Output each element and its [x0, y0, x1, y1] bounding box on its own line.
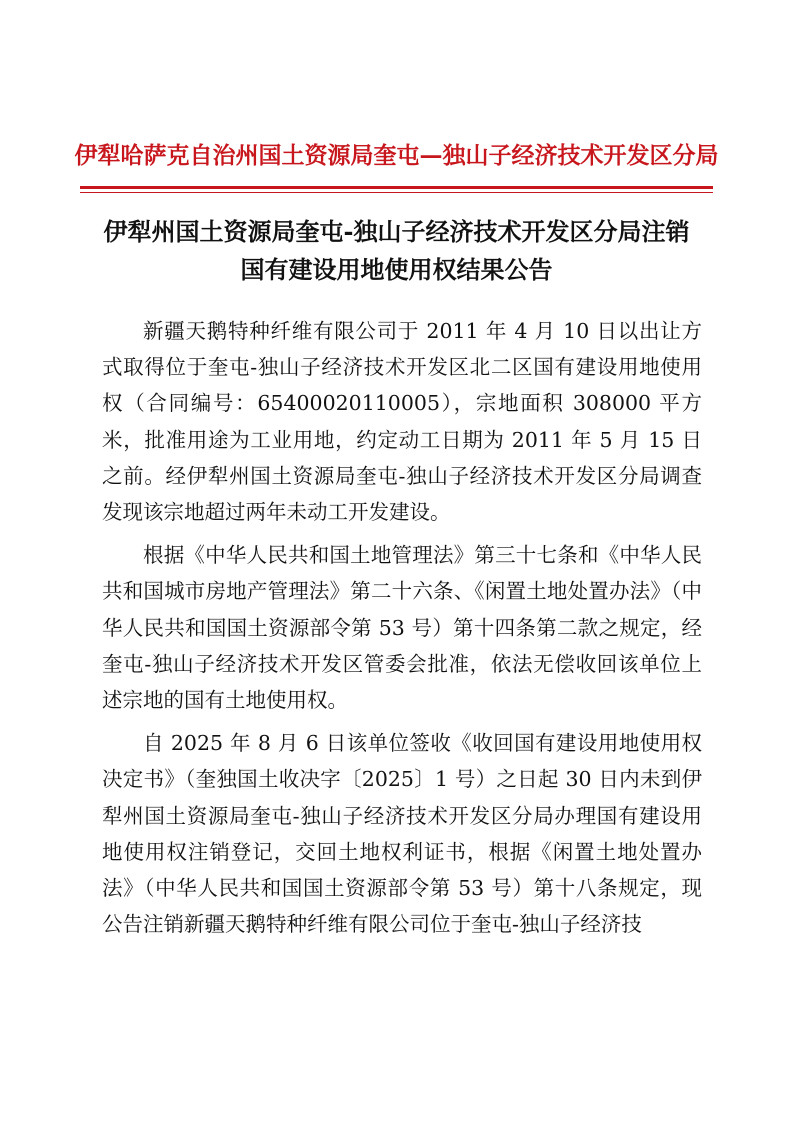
- notice-title-line-1: 伊犁州国土资源局奎屯-独山子经济技术开发区分局注销: [103, 217, 690, 246]
- body-paragraph-2: 根据《中华人民共和国土地管理法》第三十七条和《中华人民共和国城市房地产管理法》第二十六条、《闲置土地处置办法》（中华人民共和国国土资源部令第 53 号）第十四条第二款之规定，经奎屯-独山子经济技术开发区管委会批准，依法无偿收回该单位上述宗地的国有土地使用权。: [102, 543, 702, 713]
- notice-title-line-2: 国有建设用地使用权结果公告: [240, 255, 553, 284]
- notice-title: [80, 213, 713, 289]
- body-paragraph-1: 新疆天鹅特种纤维有限公司于 2011 年 4 月 10 日以出让方式取得位于奎屯-独山子经济技术开发区北二区国有建设用地使用权（合同编号：65400020110005），宗地面积 308000 平方米，批准用途为工业用地，约定动工日期为 2011 年 5 月 15 日之前。经伊犁州国土资源局奎屯-独山子经济技术开发区分局调查发现该宗地超过两年未动工开发建设。: [102, 319, 702, 525]
- body-paragraph-3: 自 2025 年 8 月 6 日该单位签收《收回国有建设用地使用权决定书》（奎独国土收决字〔2025〕1 号）之日起 30 日内未到伊犁州国土资源局奎屯-独山子经济技术开发区分局办理国有建设用地使用权注销登记，交回土地权利证书，根据《闲置土地处置办法》（中华人民共和国国土资源部令第 53 号）第十八条规定，现公告注销新疆天鹅特种纤维有限公司位于奎屯-独山子经济技: [102, 731, 702, 937]
- letterhead-rule-thin: [80, 192, 713, 193]
- notice-body: [102, 313, 702, 949]
- letterhead-rule-thick: [80, 186, 713, 189]
- letterhead-title: 伊犁哈萨克自治州国土资源局奎屯—独山子经济技术开发区分局: [74, 142, 719, 169]
